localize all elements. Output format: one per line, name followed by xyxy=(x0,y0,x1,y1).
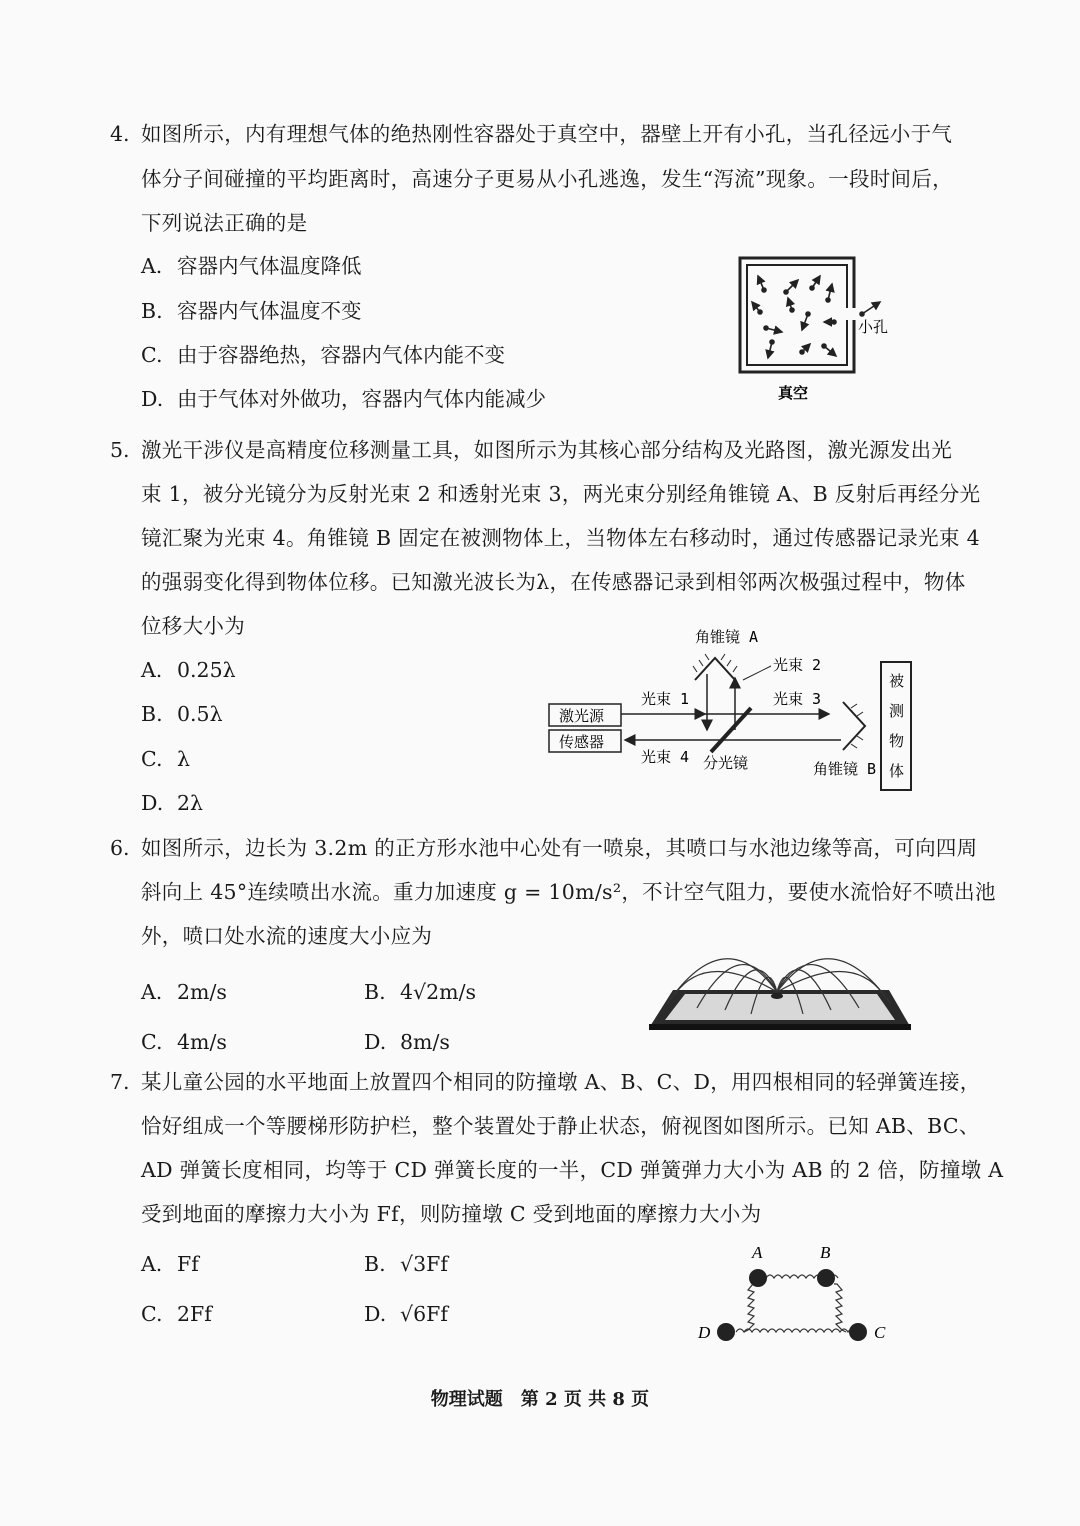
q5-number: 5. xyxy=(110,438,130,462)
object-char-4: 体 xyxy=(889,762,905,780)
mirror-b-label: 角锥镜 B xyxy=(813,760,877,778)
splitter-label: 分光镜 xyxy=(703,754,749,772)
q7-line-1: 某儿童公园的水平地面上放置四个相同的防撞墩 A、B、C、D，用四根相同的轻弹簧连接， xyxy=(141,1070,981,1094)
q7-line-4: 受到地面的摩擦力大小为 Ff，则防撞墩 C 受到地面的摩擦力大小为 xyxy=(141,1202,762,1226)
q5-line-2: 束 1，被分光镜分为反射光束 2 和透射光束 3，两光束分别经角锥镜 A、B 反射后再经分光 xyxy=(141,482,981,506)
q6-line-2: 斜向上 45°连续喷出水流。重力加速度 g = 10m/s²，不计空气阻力，要使水流恰好不喷出池 xyxy=(141,880,996,904)
vacuum-label: 真空 xyxy=(778,384,809,402)
bollard-a xyxy=(749,1269,767,1287)
q7-option-b: B. √3Ff xyxy=(364,1252,448,1276)
label-d: D xyxy=(698,1323,711,1342)
page-footer: 物理试题 第 2 页 共 8 页 xyxy=(430,1389,650,1410)
q7-option-c: C. 2Ff xyxy=(141,1302,212,1326)
gas-molecules xyxy=(752,276,880,358)
q5-line-4: 的强弱变化得到物体位移。已知激光波长为λ，在传感器记录到相邻两次极强过程中，物体 xyxy=(141,570,966,594)
pool-base xyxy=(649,1024,911,1030)
q5-option-a: A. 0.25λ xyxy=(141,658,236,682)
q4-option-c: C. 由于容器绝热，容器内气体内能不变 xyxy=(141,343,505,367)
q7-option-d: D. √6Ff xyxy=(364,1302,448,1326)
q4-container-figure xyxy=(730,250,910,410)
q7-trapezoid-figure xyxy=(690,1238,900,1348)
q6-option-c: C. 4m/s xyxy=(141,1030,227,1054)
corner-mirror-b xyxy=(843,702,865,750)
sensor-label: 传感器 xyxy=(559,733,605,751)
q4-option-d: D. 由于气体对外做功，容器内气体内能减少 xyxy=(141,387,546,411)
q4-number: 4. xyxy=(110,122,130,146)
q5-line-3: 镜汇聚为光束 4。角锥镜 B 固定在被测物体上，当物体左右移动时，通过传感器记录光束 4 xyxy=(141,526,980,550)
mirror-b-hatch xyxy=(851,704,863,748)
q4-option-b: B. 容器内气体温度不变 xyxy=(141,299,362,323)
q4-line-1: 如图所示，内有理想气体的绝热刚性容器处于真空中，器壁上开有小孔，当孔径远小于气 xyxy=(141,122,953,146)
q6-line-1: 如图所示，边长为 3.2m 的正方形水池中心处有一喷泉，其喷口与水池边缘等高，可向四周 xyxy=(141,836,978,860)
q6-option-b: B. 4√2m/s xyxy=(364,980,477,1004)
bollard-b xyxy=(817,1269,835,1287)
q7-number: 7. xyxy=(110,1070,130,1094)
beam-1-label: 光束 1 xyxy=(641,690,690,708)
q5-option-d: D. 2λ xyxy=(141,791,204,815)
container-hole xyxy=(846,308,856,320)
label-b: B xyxy=(820,1243,831,1262)
q5-line-1: 激光干涉仪是高精度位移测量工具，如图所示为其核心部分结构及光路图，激光源发出光 xyxy=(141,438,953,462)
q7-option-a: A. Ff xyxy=(141,1252,199,1276)
q5-option-b: B. 0.5λ xyxy=(141,702,223,726)
container-outer-wall xyxy=(740,258,854,372)
q4-line-2: 体分子间碰撞的平均距离时，高速分子更易从小孔逃逸，发生“泻流”现象。一段时间后， xyxy=(141,167,953,191)
q4-line-3: 下列说法正确的是 xyxy=(141,211,308,235)
beam-4-label: 光束 4 xyxy=(641,748,690,766)
q6-option-d: D. 8m/s xyxy=(364,1030,450,1054)
beam-3-label: 光束 3 xyxy=(773,690,822,708)
q4-option-a: A. 容器内气体温度降低 xyxy=(141,254,362,278)
q5-option-c: C. λ xyxy=(141,747,190,771)
laser-source-label: 激光源 xyxy=(559,707,605,725)
q6-fountain-figure xyxy=(645,930,915,1034)
beam-2-label: 光束 2 xyxy=(773,656,822,674)
bollard-c xyxy=(849,1323,867,1341)
mirror-a-label: 角锥镜 A xyxy=(695,628,759,646)
fountain-nozzle xyxy=(771,993,783,999)
q7-line-3: AD 弹簧长度相同，均等于 CD 弹簧长度的一半，CD 弹簧弹力大小为 AB 的 2 倍，防撞墩 A xyxy=(141,1158,1004,1182)
beam-2-pointer xyxy=(743,666,771,680)
q5-line-5: 位移大小为 xyxy=(141,614,245,638)
object-char-2: 测 xyxy=(889,702,905,720)
bollard-d xyxy=(717,1323,735,1341)
q5-interferometer-figure xyxy=(545,622,920,794)
label-c: C xyxy=(874,1323,886,1342)
q7-line-2: 恰好组成一个等腰梯形防护栏，整个装置处于静止状态，俯视图如图所示。已知 AB、BC、 xyxy=(141,1114,980,1138)
hole-label: 小孔 xyxy=(858,318,889,336)
object-char-1: 被 xyxy=(889,672,905,690)
q6-number: 6. xyxy=(110,836,130,860)
bollards xyxy=(717,1269,867,1341)
label-a: A xyxy=(752,1243,763,1262)
corner-mirror-a xyxy=(695,658,735,680)
q6-line-3: 外，喷口处水流的速度大小应为 xyxy=(141,924,433,948)
object-char-3: 物 xyxy=(889,732,905,750)
q6-option-a: A. 2m/s xyxy=(141,980,227,1004)
